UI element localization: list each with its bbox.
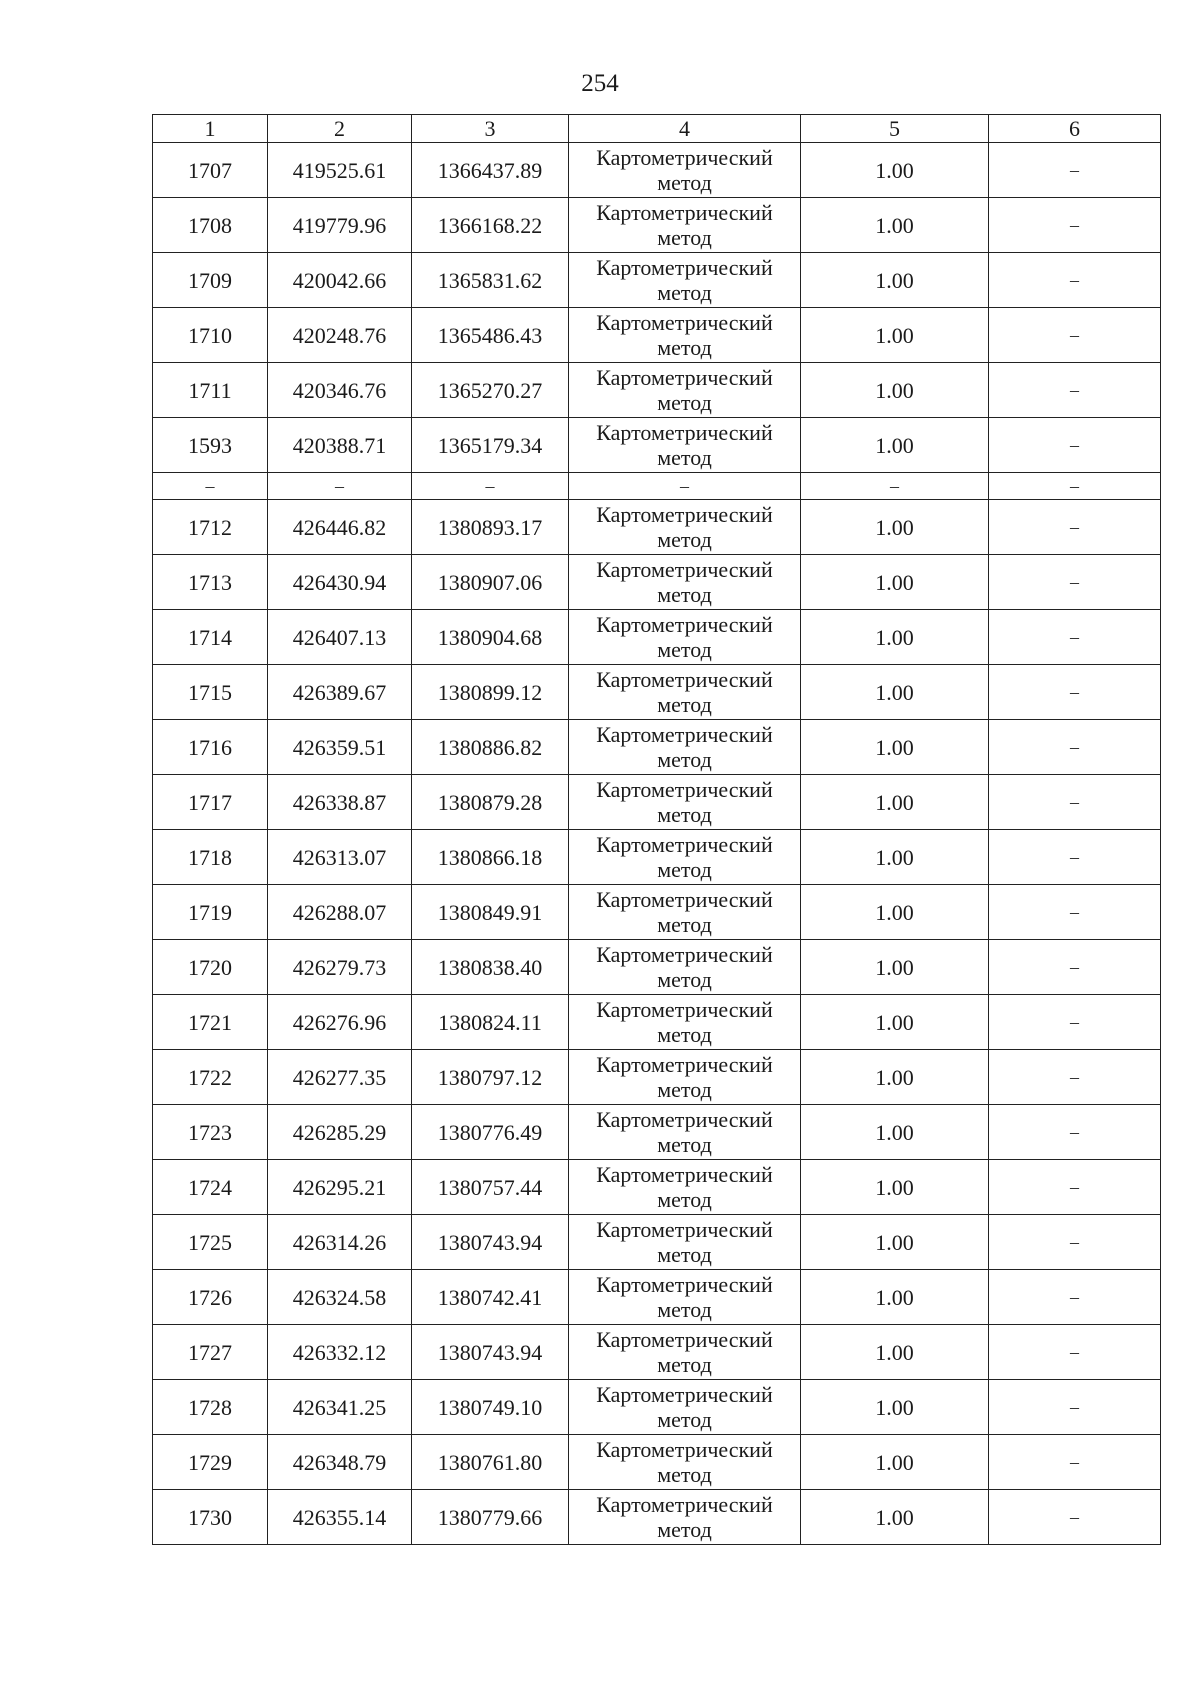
y-coordinate-cell: 1380742.41 <box>412 1270 569 1325</box>
accuracy-cell: 1.00 <box>801 1435 989 1490</box>
point-number-cell: 1717 <box>153 775 268 830</box>
x-coordinate-cell: 426313.07 <box>268 830 412 885</box>
method-cell <box>569 555 801 610</box>
method-cell <box>569 830 801 885</box>
method-label-line2: метод <box>657 1022 712 1047</box>
x-coordinate-cell: 426348.79 <box>268 1435 412 1490</box>
x-coordinate-cell: 426355.14 <box>268 1490 412 1545</box>
separator-cell: – <box>268 473 412 500</box>
method-label-line1: Картометрический <box>596 777 773 802</box>
accuracy-cell: 1.00 <box>801 830 989 885</box>
column-header: 5 <box>801 115 989 143</box>
method-cell <box>569 1160 801 1215</box>
accuracy-cell: 1.00 <box>801 720 989 775</box>
y-coordinate-cell: 1380776.49 <box>412 1105 569 1160</box>
method-cell <box>569 940 801 995</box>
x-coordinate-cell: 420248.76 <box>268 308 412 363</box>
point-number-cell: 1593 <box>153 418 268 473</box>
point-number-cell: 1709 <box>153 253 268 308</box>
table-separator-row <box>153 473 1161 500</box>
method-label-line1: Картометрический <box>596 420 773 445</box>
y-coordinate-cell: 1380838.40 <box>412 940 569 995</box>
y-coordinate-cell: 1380907.06 <box>412 555 569 610</box>
x-coordinate-cell: 426338.87 <box>268 775 412 830</box>
point-number-cell: 1729 <box>153 1435 268 1490</box>
note-cell: – <box>989 940 1161 995</box>
accuracy-cell: 1.00 <box>801 418 989 473</box>
accuracy-cell: 1.00 <box>801 363 989 418</box>
method-label-line2: метод <box>657 390 712 415</box>
x-coordinate-cell: 426279.73 <box>268 940 412 995</box>
table-row <box>153 1270 1161 1325</box>
method-cell <box>569 720 801 775</box>
y-coordinate-cell: 1365486.43 <box>412 308 569 363</box>
y-coordinate-cell: 1380899.12 <box>412 665 569 720</box>
table-row <box>153 665 1161 720</box>
separator-cell: – <box>989 473 1161 500</box>
method-label-line1: Картометрический <box>596 1162 773 1187</box>
method-label-line1: Картометрический <box>596 365 773 390</box>
method-cell <box>569 418 801 473</box>
method-label-line1: Картометрический <box>596 502 773 527</box>
table-row <box>153 1215 1161 1270</box>
note-cell: – <box>989 253 1161 308</box>
note-cell: – <box>989 143 1161 198</box>
point-number-cell: 1718 <box>153 830 268 885</box>
table-row <box>153 885 1161 940</box>
table-row <box>153 1160 1161 1215</box>
method-cell <box>569 1105 801 1160</box>
point-number-cell: 1720 <box>153 940 268 995</box>
method-label-line2: метод <box>657 1132 712 1157</box>
y-coordinate-cell: 1365270.27 <box>412 363 569 418</box>
note-cell: – <box>989 1215 1161 1270</box>
x-coordinate-cell: 426341.25 <box>268 1380 412 1435</box>
x-coordinate-cell: 420346.76 <box>268 363 412 418</box>
separator-cell: – <box>153 473 268 500</box>
table-row <box>153 720 1161 775</box>
table-row <box>153 500 1161 555</box>
x-coordinate-cell: 426446.82 <box>268 500 412 555</box>
y-coordinate-cell: 1380797.12 <box>412 1050 569 1105</box>
table-row <box>153 1050 1161 1105</box>
method-label-line1: Картометрический <box>596 1382 773 1407</box>
method-label-line1: Картометрический <box>596 1437 773 1462</box>
point-number-cell: 1708 <box>153 198 268 253</box>
method-cell <box>569 885 801 940</box>
point-number-cell: 1722 <box>153 1050 268 1105</box>
note-cell: – <box>989 1435 1161 1490</box>
note-cell: – <box>989 665 1161 720</box>
separator-cell: – <box>412 473 569 500</box>
x-coordinate-cell: 426389.67 <box>268 665 412 720</box>
accuracy-cell: 1.00 <box>801 1270 989 1325</box>
method-label-line2: метод <box>657 527 712 552</box>
x-coordinate-cell: 426407.13 <box>268 610 412 665</box>
note-cell: – <box>989 363 1161 418</box>
method-label-line1: Картометрический <box>596 942 773 967</box>
point-number-cell: 1723 <box>153 1105 268 1160</box>
method-cell <box>569 363 801 418</box>
column-header: 4 <box>569 115 801 143</box>
y-coordinate-cell: 1380886.82 <box>412 720 569 775</box>
accuracy-cell: 1.00 <box>801 1105 989 1160</box>
table-row <box>153 995 1161 1050</box>
point-number-cell: 1716 <box>153 720 268 775</box>
method-cell <box>569 610 801 665</box>
point-number-cell: 1711 <box>153 363 268 418</box>
point-number-cell: 1712 <box>153 500 268 555</box>
method-label-line1: Картометрический <box>596 997 773 1022</box>
table-row <box>153 555 1161 610</box>
accuracy-cell: 1.00 <box>801 610 989 665</box>
accuracy-cell: 1.00 <box>801 1490 989 1545</box>
point-number-cell: 1721 <box>153 995 268 1050</box>
x-coordinate-cell: 420388.71 <box>268 418 412 473</box>
method-label-line1: Картометрический <box>596 1327 773 1352</box>
y-coordinate-cell: 1380879.28 <box>412 775 569 830</box>
method-cell <box>569 143 801 198</box>
method-label-line2: метод <box>657 857 712 882</box>
method-label-line2: метод <box>657 802 712 827</box>
method-label-line1: Картометрический <box>596 612 773 637</box>
method-label-line1: Картометрический <box>596 557 773 582</box>
method-cell <box>569 253 801 308</box>
method-label-line2: метод <box>657 1517 712 1542</box>
accuracy-cell: 1.00 <box>801 253 989 308</box>
y-coordinate-cell: 1380866.18 <box>412 830 569 885</box>
point-number-cell: 1726 <box>153 1270 268 1325</box>
page-number: 254 <box>581 70 619 97</box>
x-coordinate-cell: 419779.96 <box>268 198 412 253</box>
method-label-line1: Картометрический <box>596 832 773 857</box>
accuracy-cell: 1.00 <box>801 1215 989 1270</box>
y-coordinate-cell: 1380849.91 <box>412 885 569 940</box>
method-label-line2: метод <box>657 692 712 717</box>
method-label-line1: Картометрический <box>596 310 773 335</box>
method-label-line2: метод <box>657 335 712 360</box>
y-coordinate-cell: 1380743.94 <box>412 1215 569 1270</box>
method-label-line2: метод <box>657 912 712 937</box>
method-label-line1: Картометрический <box>596 145 773 170</box>
x-coordinate-cell: 426332.12 <box>268 1325 412 1380</box>
note-cell: – <box>989 500 1161 555</box>
point-number-cell: 1727 <box>153 1325 268 1380</box>
separator-cell: – <box>569 473 801 500</box>
accuracy-cell: 1.00 <box>801 500 989 555</box>
table-row <box>153 198 1161 253</box>
y-coordinate-cell: 1365831.62 <box>412 253 569 308</box>
method-label-line2: метод <box>657 1077 712 1102</box>
method-cell <box>569 1215 801 1270</box>
y-coordinate-cell: 1380757.44 <box>412 1160 569 1215</box>
x-coordinate-cell: 426288.07 <box>268 885 412 940</box>
x-coordinate-cell: 420042.66 <box>268 253 412 308</box>
note-cell: – <box>989 830 1161 885</box>
y-coordinate-cell: 1380749.10 <box>412 1380 569 1435</box>
method-cell <box>569 1050 801 1105</box>
y-coordinate-cell: 1380893.17 <box>412 500 569 555</box>
table-row <box>153 143 1161 198</box>
note-cell: – <box>989 1380 1161 1435</box>
separator-cell: – <box>801 473 989 500</box>
method-label-line1: Картометрический <box>596 887 773 912</box>
y-coordinate-cell: 1380743.94 <box>412 1325 569 1380</box>
point-number-cell: 1728 <box>153 1380 268 1435</box>
accuracy-cell: 1.00 <box>801 1325 989 1380</box>
table-row <box>153 940 1161 995</box>
method-cell <box>569 1270 801 1325</box>
method-label-line2: метод <box>657 1407 712 1432</box>
method-label-line1: Картометрический <box>596 1107 773 1132</box>
table-row <box>153 610 1161 665</box>
method-label-line2: метод <box>657 1462 712 1487</box>
y-coordinate-cell: 1365179.34 <box>412 418 569 473</box>
method-label-line1: Картометрический <box>596 1492 773 1517</box>
method-label-line1: Картометрический <box>596 255 773 280</box>
method-label-line2: метод <box>657 582 712 607</box>
method-cell <box>569 1325 801 1380</box>
x-coordinate-cell: 426430.94 <box>268 555 412 610</box>
point-number-cell: 1714 <box>153 610 268 665</box>
x-coordinate-cell: 426314.26 <box>268 1215 412 1270</box>
y-coordinate-cell: 1380904.68 <box>412 610 569 665</box>
note-cell: – <box>989 885 1161 940</box>
method-label-line1: Картометрический <box>596 1272 773 1297</box>
method-label-line2: метод <box>657 445 712 470</box>
point-number-cell: 1719 <box>153 885 268 940</box>
x-coordinate-cell: 426359.51 <box>268 720 412 775</box>
method-cell <box>569 1380 801 1435</box>
point-number-cell: 1715 <box>153 665 268 720</box>
note-cell: – <box>989 1270 1161 1325</box>
method-label-line2: метод <box>657 170 712 195</box>
y-coordinate-cell: 1366437.89 <box>412 143 569 198</box>
method-label-line1: Картометрический <box>596 1217 773 1242</box>
method-label-line2: метод <box>657 1297 712 1322</box>
table-row <box>153 1435 1161 1490</box>
y-coordinate-cell: 1366168.22 <box>412 198 569 253</box>
accuracy-cell: 1.00 <box>801 143 989 198</box>
method-label-line2: метод <box>657 1242 712 1267</box>
table-row <box>153 1490 1161 1545</box>
y-coordinate-cell: 1380761.80 <box>412 1435 569 1490</box>
method-cell <box>569 308 801 363</box>
method-label-line2: метод <box>657 225 712 250</box>
column-header: 6 <box>989 115 1161 143</box>
table-row <box>153 1105 1161 1160</box>
table-row <box>153 418 1161 473</box>
method-label-line2: метод <box>657 747 712 772</box>
column-header: 1 <box>153 115 268 143</box>
accuracy-cell: 1.00 <box>801 1380 989 1435</box>
method-label-line1: Картометрический <box>596 1052 773 1077</box>
table-row <box>153 363 1161 418</box>
method-cell <box>569 775 801 830</box>
x-coordinate-cell: 426324.58 <box>268 1270 412 1325</box>
method-label-line2: метод <box>657 637 712 662</box>
note-cell: – <box>989 775 1161 830</box>
point-number-cell: 1707 <box>153 143 268 198</box>
accuracy-cell: 1.00 <box>801 995 989 1050</box>
y-coordinate-cell: 1380824.11 <box>412 995 569 1050</box>
method-label-line1: Картометрический <box>596 667 773 692</box>
note-cell: – <box>989 555 1161 610</box>
method-label-line1: Картометрический <box>596 200 773 225</box>
method-label-line2: метод <box>657 280 712 305</box>
method-cell <box>569 198 801 253</box>
note-cell: – <box>989 1490 1161 1545</box>
x-coordinate-cell: 426276.96 <box>268 995 412 1050</box>
note-cell: – <box>989 995 1161 1050</box>
accuracy-cell: 1.00 <box>801 198 989 253</box>
note-cell: – <box>989 1105 1161 1160</box>
method-label-line1: Картометрический <box>596 722 773 747</box>
method-cell <box>569 1490 801 1545</box>
point-number-cell: 1710 <box>153 308 268 363</box>
accuracy-cell: 1.00 <box>801 308 989 363</box>
table-row <box>153 1325 1161 1380</box>
method-label-line2: метод <box>657 1187 712 1212</box>
note-cell: – <box>989 418 1161 473</box>
table-header-row <box>153 115 1161 143</box>
table-row <box>153 253 1161 308</box>
x-coordinate-cell: 426277.35 <box>268 1050 412 1105</box>
note-cell: – <box>989 1050 1161 1105</box>
x-coordinate-cell: 426295.21 <box>268 1160 412 1215</box>
point-number-cell: 1713 <box>153 555 268 610</box>
note-cell: – <box>989 1325 1161 1380</box>
table-row <box>153 775 1161 830</box>
table-row <box>153 1380 1161 1435</box>
coordinates-table <box>152 114 1161 1545</box>
method-label-line2: метод <box>657 967 712 992</box>
point-number-cell: 1725 <box>153 1215 268 1270</box>
point-number-cell: 1730 <box>153 1490 268 1545</box>
x-coordinate-cell: 426285.29 <box>268 1105 412 1160</box>
y-coordinate-cell: 1380779.66 <box>412 1490 569 1545</box>
method-label-line2: метод <box>657 1352 712 1377</box>
accuracy-cell: 1.00 <box>801 940 989 995</box>
accuracy-cell: 1.00 <box>801 555 989 610</box>
column-header: 3 <box>412 115 569 143</box>
note-cell: – <box>989 308 1161 363</box>
accuracy-cell: 1.00 <box>801 1050 989 1105</box>
accuracy-cell: 1.00 <box>801 665 989 720</box>
method-cell <box>569 1435 801 1490</box>
column-header: 2 <box>268 115 412 143</box>
note-cell: – <box>989 720 1161 775</box>
x-coordinate-cell: 419525.61 <box>268 143 412 198</box>
point-number-cell: 1724 <box>153 1160 268 1215</box>
note-cell: – <box>989 1160 1161 1215</box>
table-row <box>153 830 1161 885</box>
accuracy-cell: 1.00 <box>801 885 989 940</box>
note-cell: – <box>989 198 1161 253</box>
note-cell: – <box>989 610 1161 665</box>
table-row <box>153 308 1161 363</box>
method-cell <box>569 500 801 555</box>
accuracy-cell: 1.00 <box>801 1160 989 1215</box>
accuracy-cell: 1.00 <box>801 775 989 830</box>
method-cell <box>569 995 801 1050</box>
method-cell <box>569 665 801 720</box>
